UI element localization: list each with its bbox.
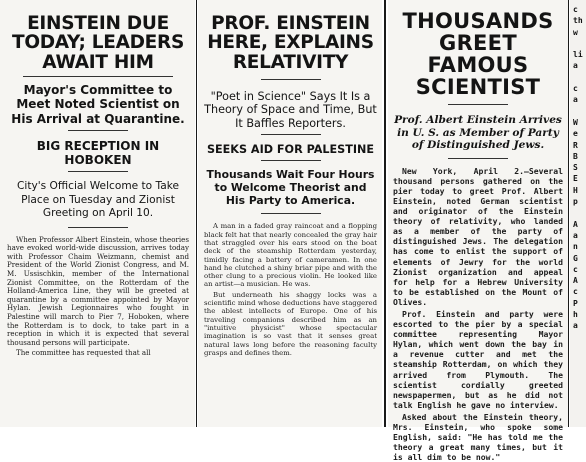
divider [68, 130, 128, 131]
fragment-line: c [573, 287, 578, 297]
fragment-line: c [573, 264, 578, 274]
divider [261, 160, 321, 161]
fragment-line: H [573, 185, 578, 195]
fragment-line: a [573, 95, 578, 105]
divider [68, 171, 128, 172]
fragment-line: th [573, 16, 583, 26]
paragraph: Prof. Einstein and party were escorted to the pier by a special committee representing Mayor Hylan, which went down the bay in a revenue cutter and met the steamship Rotterdam, on which they arrived from Plymouth. The scientist cordially greeted newspapermen, but as he did not talk English he gave no interview. [393, 309, 563, 410]
fragment-line: e [573, 129, 578, 139]
article-body [393, 166, 563, 462]
clipping-einstein-explains-relativity [198, 0, 382, 427]
fragment-line: a [573, 321, 578, 331]
divider [261, 79, 321, 80]
fragment-line: E [573, 174, 578, 184]
clipping-einstein-due-today [0, 0, 195, 427]
deck-reception-hoboken: BIG RECEPTION IN HOBOKEN [36, 138, 160, 167]
headline: EINSTEIN DUE TODAY; LEADERS AWAIT HIM [12, 13, 184, 73]
deck-thousands-wait: Thousands Wait Four Hours to Welcome Theorist and His Party to America. [206, 168, 375, 207]
fragment-line [573, 207, 586, 218]
fragment-line: c [573, 5, 578, 14]
fragment-line [573, 106, 586, 117]
column-rule [384, 0, 386, 427]
divider [261, 134, 321, 135]
deck-poet-in-science: "Poet in Science" Says It Is a Theory of Space and Time, But It Baffles Reporters. [204, 90, 377, 130]
paragraph: But underneath his shaggy locks was a scientific mind whose deductions have staggered the ablest intellects of Europe. One of his traveling companions described him as an "intuitive physicist" whose spectacular imagination is so vast that it senses great natural laws long before the reasoning faculty grasps and defines them. [204, 290, 377, 357]
fragment-text [570, 0, 586, 332]
divider [68, 227, 128, 228]
fragment-line: a [573, 230, 578, 240]
divider [448, 104, 508, 105]
headline: PROF. EINSTEIN HERE, EXPLAINS RELATIVITY [207, 13, 374, 73]
article-body [7, 236, 189, 358]
paragraph: Asked about the Einstein theory, Mrs. Einstein, who spoke some English, said: "He has told me the theory a great many times, but it is all dim to be now." [393, 411, 563, 462]
divider [261, 213, 321, 214]
fragment-line: h [573, 310, 578, 320]
fragment-line: c [573, 84, 578, 94]
paragraph: When Professor Albert Einstein, whose theories have evoked world-wide discussion, arrives today with Professor Chaim Weizmann, chemist and President of the World Zionist Congress, and M. M. Ussischkin, member of the International Zionist Committee, on the Rotterdam of the Holland-America Line, they will be greeted at quarantine by a committee appointed by Mayor Hylan. Jewish Legionnaires who fought in Palestine will march to Pier 7, Hoboken, where the Rotterdam is to dock, to take part in a reception in which it is expected that several thousand persons will participate. [7, 234, 189, 347]
clipping-thousands-greet-scientist [388, 0, 568, 462]
fragment-line: n [573, 242, 578, 252]
fragment-line: A [573, 219, 578, 229]
fragment-line: li [573, 50, 583, 60]
paragraph: New York, April 2.—Several thousand persons gathered on the pier today to greet Prof. Albert Einstein, noted German scientist and originator of the Einstein theory of relativity, who landed as a member of the party of distinguished Jews. The delegation has come to enlist the support of elements of Jewry for the world Zionist organization and appeal for help for a Hebrew University to be established on the Mount of Olives. [393, 165, 563, 307]
fragment-line: W [573, 117, 578, 127]
fragment-line [573, 72, 586, 83]
adjacent-column-fragment [570, 0, 586, 427]
fragment-line: w [573, 27, 578, 37]
column-rule [568, 0, 569, 427]
fragment-line: p [573, 197, 578, 207]
fragment-line: G [573, 253, 578, 263]
divider [23, 76, 173, 77]
fragment-line [573, 38, 586, 49]
deck-mayors-committee: Mayor's Committee to Meet Noted Scientist on His Arrival at Quarantine. [11, 83, 185, 126]
fragment-line: S [573, 163, 578, 173]
column-rule [196, 0, 197, 427]
headline: THOUSANDS GREET FAMOUS SCIENTIST [402, 9, 554, 100]
article-body [204, 222, 377, 357]
fragment-line: B [573, 151, 578, 161]
fragment-line: R [573, 140, 578, 150]
deck-official-welcome: City's Official Welcome to Take Place on Tuesday and Zionist Greeting on April 10. [16, 180, 180, 220]
fragment-line: a [573, 61, 578, 71]
paragraph: The committee has requested that all [16, 348, 151, 358]
deck-aid-for-palestine: SEEKS AID FOR PALESTINE [206, 142, 375, 156]
divider [448, 158, 508, 159]
paragraph: A man in a faded gray raincoat and a flopping black felt hat that nearly concealed the gray hair that straggled over his ears stood on the boat deck of the steamship Rotterdam yesterday, timidly facing a battery of cameramen. In one hand he clutched a shiny briar pipe and with the other clung to a precious violin. He looked like an artist—a musician. He was. [204, 222, 377, 289]
fragment-line: P [573, 298, 578, 308]
fragment-line: A [573, 276, 578, 286]
deck-einstein-arrives: Prof. Albert Einstein Arrives in U. S. as Member of Party of Distinguished Jews. [394, 114, 562, 152]
